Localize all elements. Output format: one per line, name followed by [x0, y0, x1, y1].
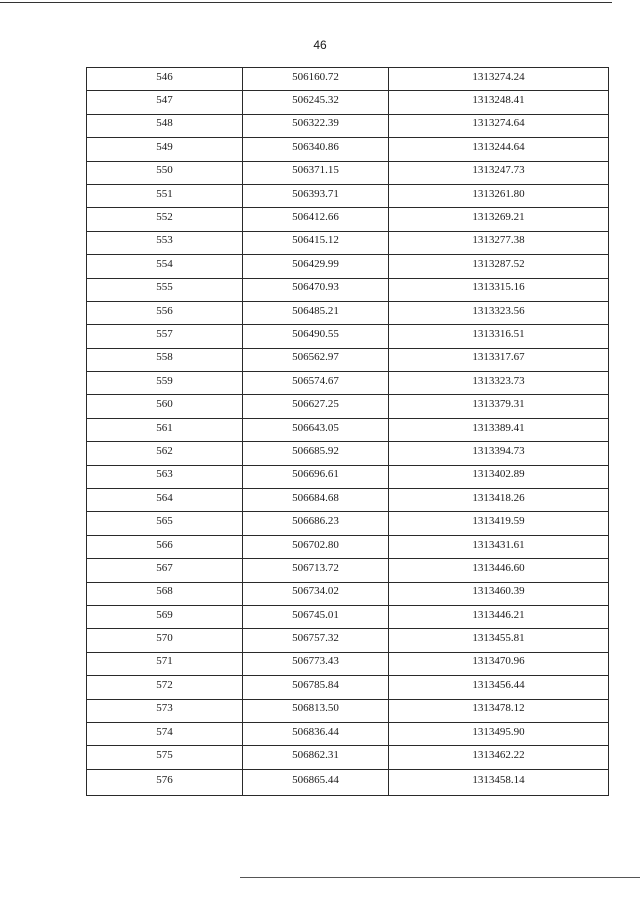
x-coordinate-cell: 506643.05 [243, 416, 389, 439]
point-number-cell: 559 [87, 370, 243, 393]
point-number-cell: 556 [87, 299, 243, 322]
point-number-cell: 558 [87, 346, 243, 369]
y-coordinate-cell: 1313478.12 [389, 697, 609, 720]
y-coordinate-cell: 1313495.90 [389, 720, 609, 743]
point-number-cell: 561 [87, 416, 243, 439]
y-coordinate-cell: 1313418.26 [389, 487, 609, 510]
point-number-cell: 573 [87, 697, 243, 720]
x-coordinate-cell: 506574.67 [243, 370, 389, 393]
y-coordinate-cell: 1313419.59 [389, 510, 609, 533]
x-coordinate-cell: 506371.15 [243, 159, 389, 182]
y-coordinate-cell: 1313431.61 [389, 533, 609, 556]
x-coordinate-cell: 506627.25 [243, 393, 389, 416]
point-number-cell: 572 [87, 674, 243, 697]
x-coordinate-cell: 506745.01 [243, 603, 389, 626]
table-row [87, 255, 609, 278]
x-coordinate-cell: 506393.71 [243, 182, 389, 205]
y-coordinate-cell: 1313394.73 [389, 440, 609, 463]
y-coordinate-cell: 1313458.14 [389, 767, 609, 793]
table-row [87, 722, 609, 745]
x-coordinate-cell: 506773.43 [243, 650, 389, 673]
y-coordinate-cell: 1313315.16 [389, 276, 609, 299]
table-row [87, 699, 609, 722]
point-number-cell: 555 [87, 276, 243, 299]
point-number-cell: 571 [87, 650, 243, 673]
table-row [87, 301, 609, 324]
table-row [87, 652, 609, 675]
x-coordinate-cell: 506415.12 [243, 229, 389, 252]
point-number-cell: 576 [87, 767, 243, 793]
y-coordinate-cell: 1313446.21 [389, 603, 609, 626]
x-coordinate-cell: 506865.44 [243, 767, 389, 793]
table-row [87, 138, 609, 161]
y-coordinate-cell: 1313389.41 [389, 416, 609, 439]
y-coordinate-cell: 1313274.24 [389, 66, 609, 89]
point-number-cell: 553 [87, 229, 243, 252]
y-coordinate-cell: 1313470.96 [389, 650, 609, 673]
y-coordinate-cell: 1313462.22 [389, 744, 609, 767]
point-number-cell: 562 [87, 440, 243, 463]
point-number-cell: 550 [87, 159, 243, 182]
x-coordinate-cell: 506696.61 [243, 463, 389, 486]
point-number-cell: 549 [87, 136, 243, 159]
x-coordinate-cell: 506412.66 [243, 206, 389, 229]
x-coordinate-cell: 506485.21 [243, 299, 389, 322]
point-number-cell: 557 [87, 323, 243, 346]
y-coordinate-cell: 1313269.21 [389, 206, 609, 229]
table-row [87, 629, 609, 652]
point-number-cell: 575 [87, 744, 243, 767]
x-coordinate-cell: 506734.02 [243, 580, 389, 603]
point-number-cell: 566 [87, 533, 243, 556]
point-number-cell: 554 [87, 253, 243, 276]
table-row [87, 161, 609, 184]
y-coordinate-cell: 1313316.51 [389, 323, 609, 346]
point-number-cell: 563 [87, 463, 243, 486]
x-coordinate-cell: 506490.55 [243, 323, 389, 346]
bottom-border-line [240, 877, 640, 878]
point-number-cell: 568 [87, 580, 243, 603]
y-coordinate-cell: 1313248.41 [389, 89, 609, 112]
table-row [87, 418, 609, 441]
table-row [87, 395, 609, 418]
table-row [87, 676, 609, 699]
point-number-cell: 551 [87, 182, 243, 205]
x-coordinate-cell: 506757.32 [243, 627, 389, 650]
table-row [87, 114, 609, 137]
point-number-cell: 567 [87, 557, 243, 580]
point-number-cell: 547 [87, 89, 243, 112]
point-number-cell: 570 [87, 627, 243, 650]
table-row [87, 746, 609, 769]
y-coordinate-cell: 1313455.81 [389, 627, 609, 650]
table-row [87, 91, 609, 114]
table-row [87, 372, 609, 395]
x-coordinate-cell: 506713.72 [243, 557, 389, 580]
table-row [87, 489, 609, 512]
x-coordinate-cell: 506429.99 [243, 253, 389, 276]
table-row [87, 442, 609, 465]
y-coordinate-cell: 1313261.80 [389, 182, 609, 205]
point-number-cell: 552 [87, 206, 243, 229]
x-coordinate-cell: 506470.93 [243, 276, 389, 299]
x-coordinate-cell: 506685.92 [243, 440, 389, 463]
table-row [87, 348, 609, 371]
table-row [87, 559, 609, 582]
y-coordinate-cell: 1313446.60 [389, 557, 609, 580]
x-coordinate-cell: 506340.86 [243, 136, 389, 159]
y-coordinate-cell: 1313317.67 [389, 346, 609, 369]
table-row [87, 769, 609, 795]
y-coordinate-cell: 1313287.52 [389, 253, 609, 276]
y-coordinate-cell: 1313460.39 [389, 580, 609, 603]
point-number-cell: 560 [87, 393, 243, 416]
x-coordinate-cell: 506862.31 [243, 744, 389, 767]
x-coordinate-cell: 506245.32 [243, 89, 389, 112]
point-number-cell: 569 [87, 603, 243, 626]
y-coordinate-cell: 1313274.64 [389, 112, 609, 135]
x-coordinate-cell: 506785.84 [243, 674, 389, 697]
table-row [87, 325, 609, 348]
coordinates-table-body [87, 68, 609, 796]
y-coordinate-cell: 1313402.89 [389, 463, 609, 486]
x-coordinate-cell: 506813.50 [243, 697, 389, 720]
y-coordinate-cell: 1313247.73 [389, 159, 609, 182]
x-coordinate-cell: 506562.97 [243, 346, 389, 369]
y-coordinate-cell: 1313456.44 [389, 674, 609, 697]
x-coordinate-cell: 506160.72 [243, 66, 389, 89]
point-number-cell: 548 [87, 112, 243, 135]
top-border-line [0, 2, 612, 3]
y-coordinate-cell: 1313277.38 [389, 229, 609, 252]
table-row [87, 512, 609, 535]
x-coordinate-cell: 506702.80 [243, 533, 389, 556]
table-row [87, 231, 609, 254]
x-coordinate-cell: 506686.23 [243, 510, 389, 533]
point-number-cell: 546 [87, 66, 243, 89]
x-coordinate-cell: 506684.68 [243, 487, 389, 510]
point-number-cell: 574 [87, 720, 243, 743]
y-coordinate-cell: 1313323.73 [389, 370, 609, 393]
table-row [87, 535, 609, 558]
y-coordinate-cell: 1313323.56 [389, 299, 609, 322]
table-row [87, 582, 609, 605]
point-number-cell: 564 [87, 487, 243, 510]
table-row [87, 184, 609, 207]
y-coordinate-cell: 1313244.64 [389, 136, 609, 159]
x-coordinate-cell: 506322.39 [243, 112, 389, 135]
page-number: 46 [313, 38, 327, 52]
table-row [87, 208, 609, 231]
coordinates-table [86, 67, 609, 796]
table-row [87, 605, 609, 628]
table-row [87, 278, 609, 301]
table-row [87, 465, 609, 488]
y-coordinate-cell: 1313379.31 [389, 393, 609, 416]
table-row [87, 68, 609, 91]
point-number-cell: 565 [87, 510, 243, 533]
x-coordinate-cell: 506836.44 [243, 720, 389, 743]
